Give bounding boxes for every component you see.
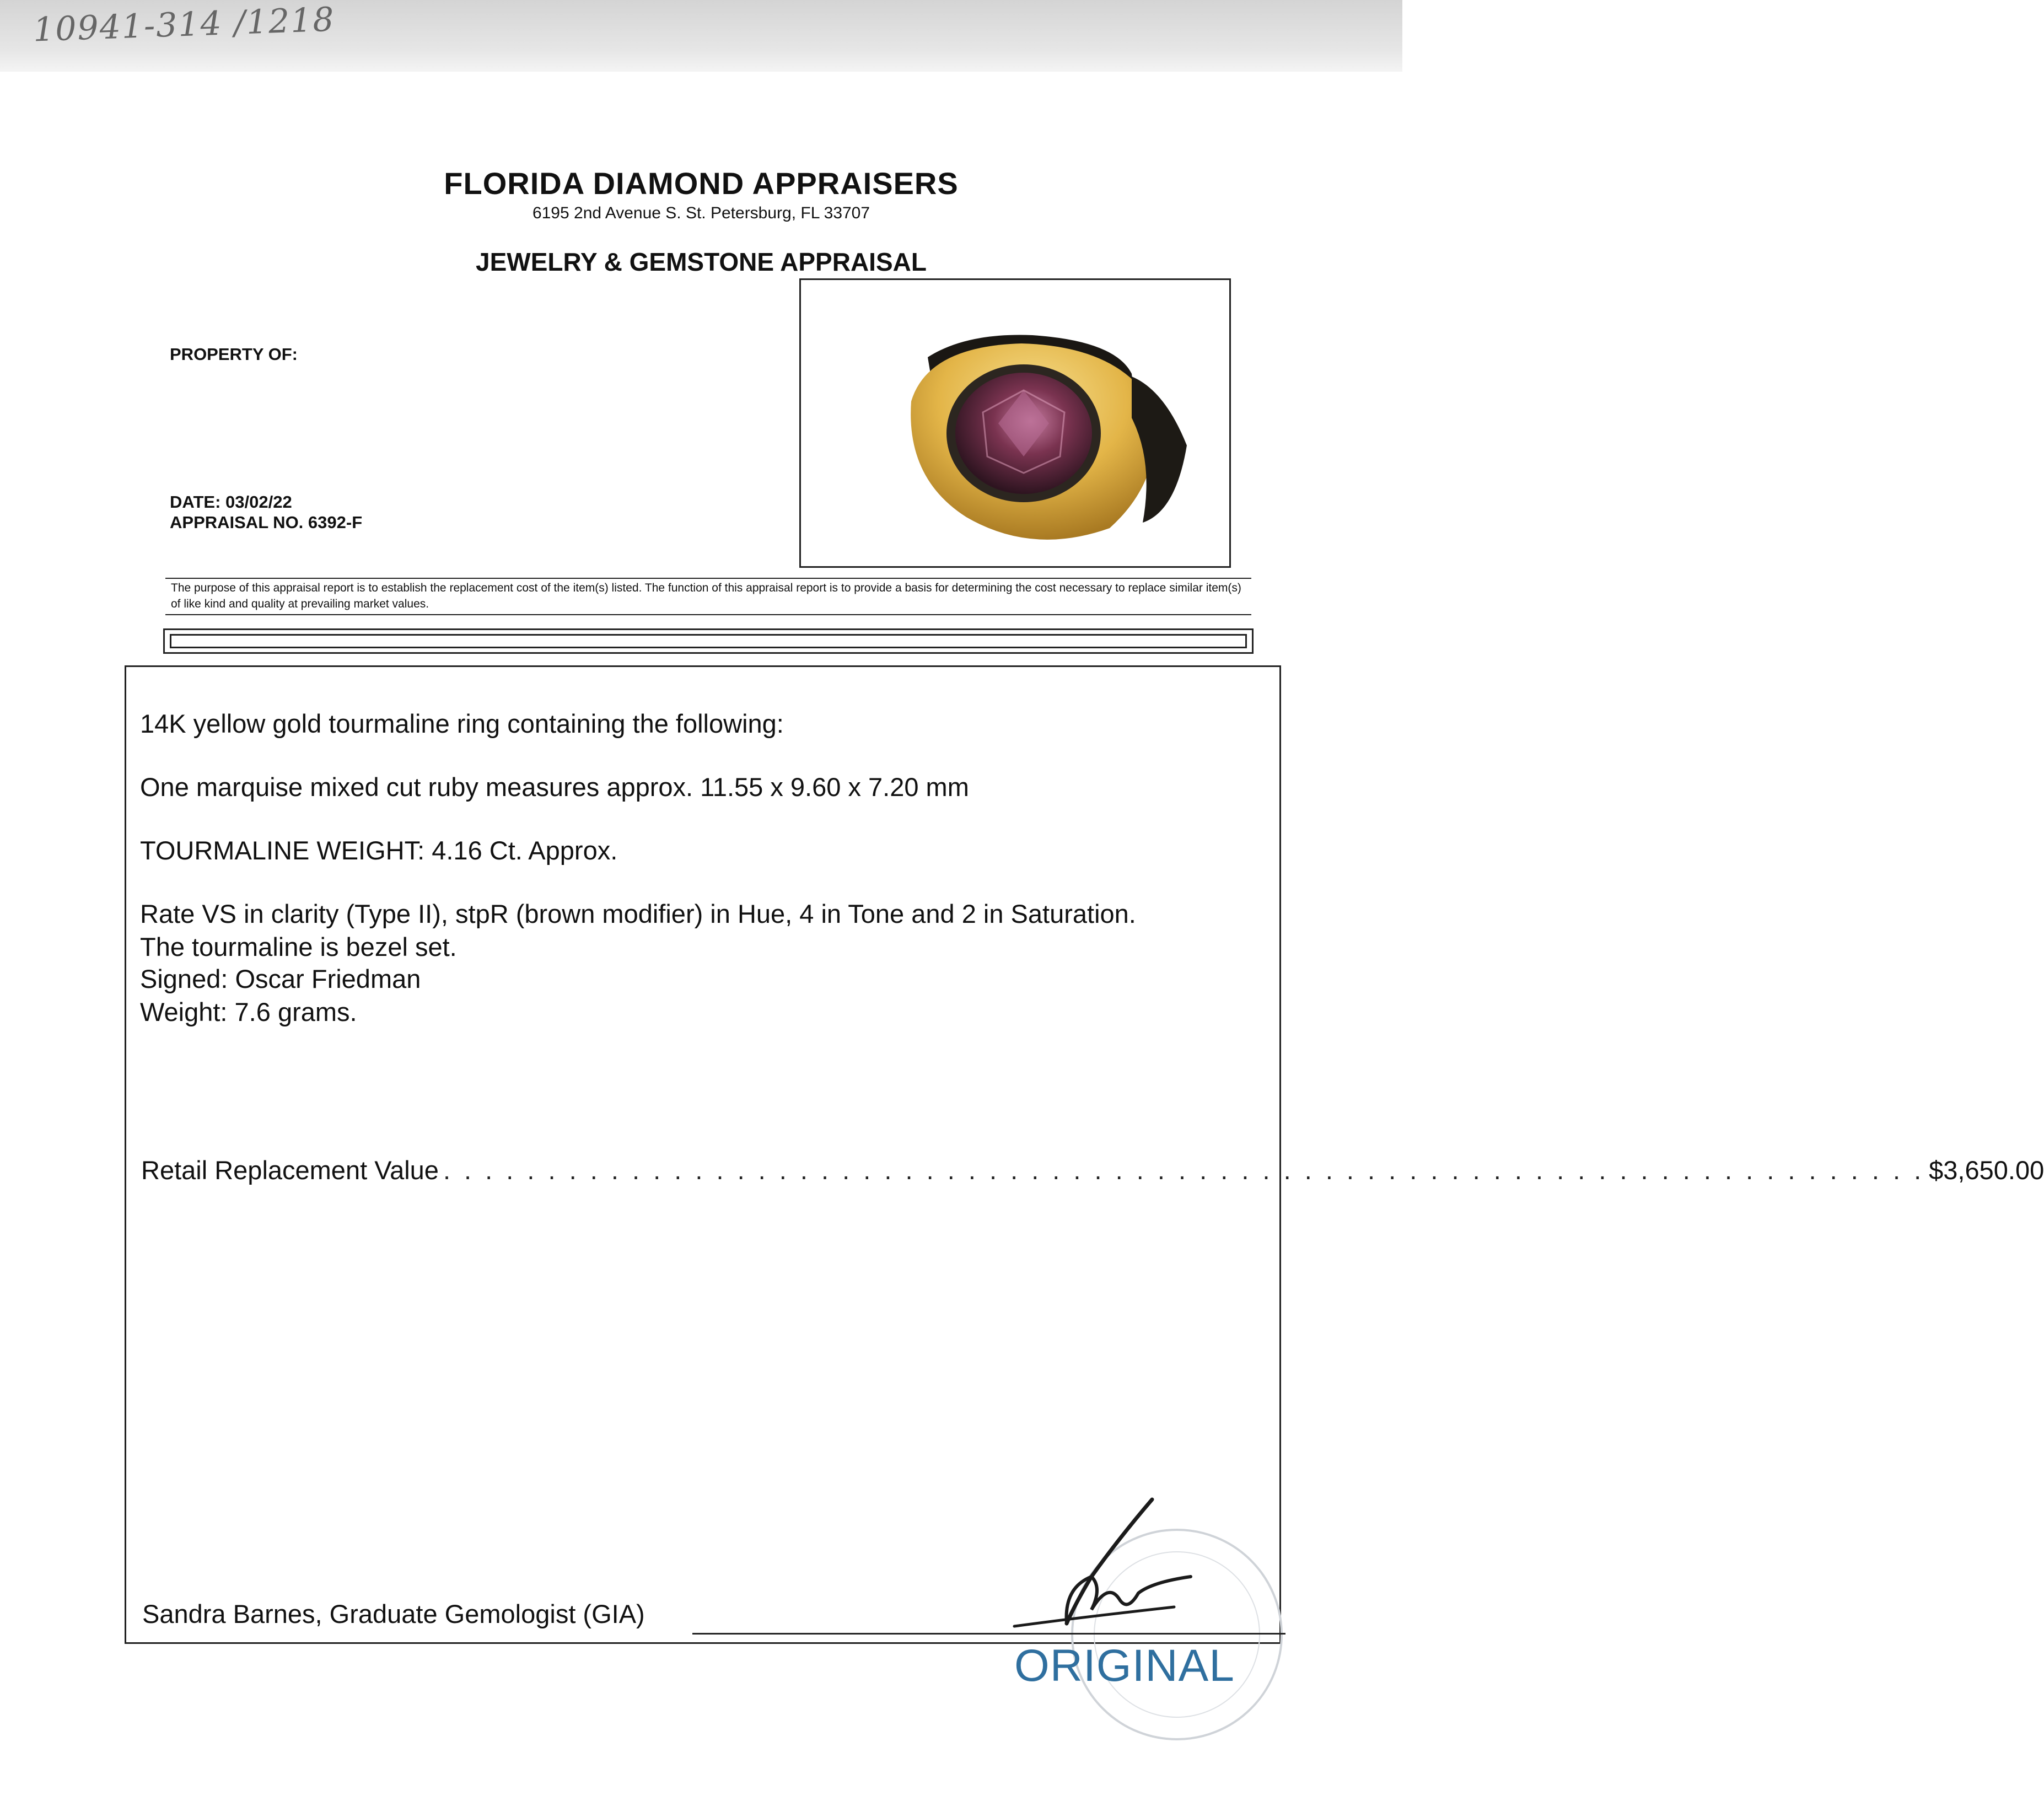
signer-name: Sandra Barnes, Graduate Gemologist (GIA) — [142, 1599, 645, 1628]
document-title: JEWELRY & GEMSTONE APPRAISAL — [476, 248, 927, 276]
handwritten-reference-note: 10941-314 /1218 — [32, 0, 336, 50]
maker-signature: Signed: Oscar Friedman — [140, 964, 421, 993]
appraisal-number-label: APPRAISAL NO. — [170, 513, 304, 532]
item-description: 14K yellow gold tourmaline ring containing the following: — [140, 709, 784, 738]
value-label: Retail Replacement Value — [141, 1155, 439, 1185]
value-amount: $3,650.00 — [1929, 1155, 2044, 1185]
date-label: DATE: — [170, 492, 221, 512]
ring-photo-frame — [799, 278, 1231, 568]
purpose-top-rule — [165, 578, 1251, 579]
appraisal-number-value: 6392-F — [308, 513, 363, 532]
setting-type: The tourmaline is bezel set. — [140, 932, 457, 961]
handwritten-signature — [1009, 1494, 1196, 1632]
purpose-statement: The purpose of this appraisal report is to establish the replacement cost of the item(s) listed. The function of this appraisal report is to provide a basis for determining the cost necessary to replace similar item(s) of like kind and quality at prevailing market values. — [171, 582, 1241, 610]
date-value: 03/02/22 — [225, 492, 292, 512]
total-weight: Weight: 7.6 grams. — [140, 997, 357, 1026]
company-name: FLORIDA DIAMOND APPRAISERS — [444, 166, 959, 201]
ring-photo — [801, 280, 1229, 566]
retail-replacement-value-row — [141, 1155, 2044, 1190]
appraisal-number-row — [170, 513, 362, 533]
tourmaline-weight: TOURMALINE WEIGHT: 4.16 Ct. Approx. — [140, 836, 618, 865]
property-of-label: PROPERTY OF: — [170, 345, 298, 364]
double-rule-bar — [163, 628, 1254, 654]
dot-leader: . . . . . . . . . . . . . . . . . . . . . . . . . . . . . . . . . . . . . . . . . . . . . . . . . . . . . . . . . . . . . . . . . . . . . . . — [443, 1155, 1925, 1185]
purpose-bottom-rule — [165, 614, 1251, 615]
gem-grading: Rate VS in clarity (Type II), stpR (brown modifier) in Hue, 4 in Tone and 2 in Saturation. — [140, 899, 1136, 928]
original-stamp: ORIGINAL — [1014, 1641, 1235, 1691]
gem-measurements: One marquise mixed cut ruby measures approx. 11.55 x 9.60 x 7.20 mm — [140, 772, 969, 802]
double-rule-bar-inner — [170, 634, 1247, 648]
signature-line — [692, 1633, 1285, 1635]
date-row — [170, 492, 292, 512]
company-address: 6195 2nd Avenue S. St. Petersburg, FL 33707 — [532, 204, 870, 222]
